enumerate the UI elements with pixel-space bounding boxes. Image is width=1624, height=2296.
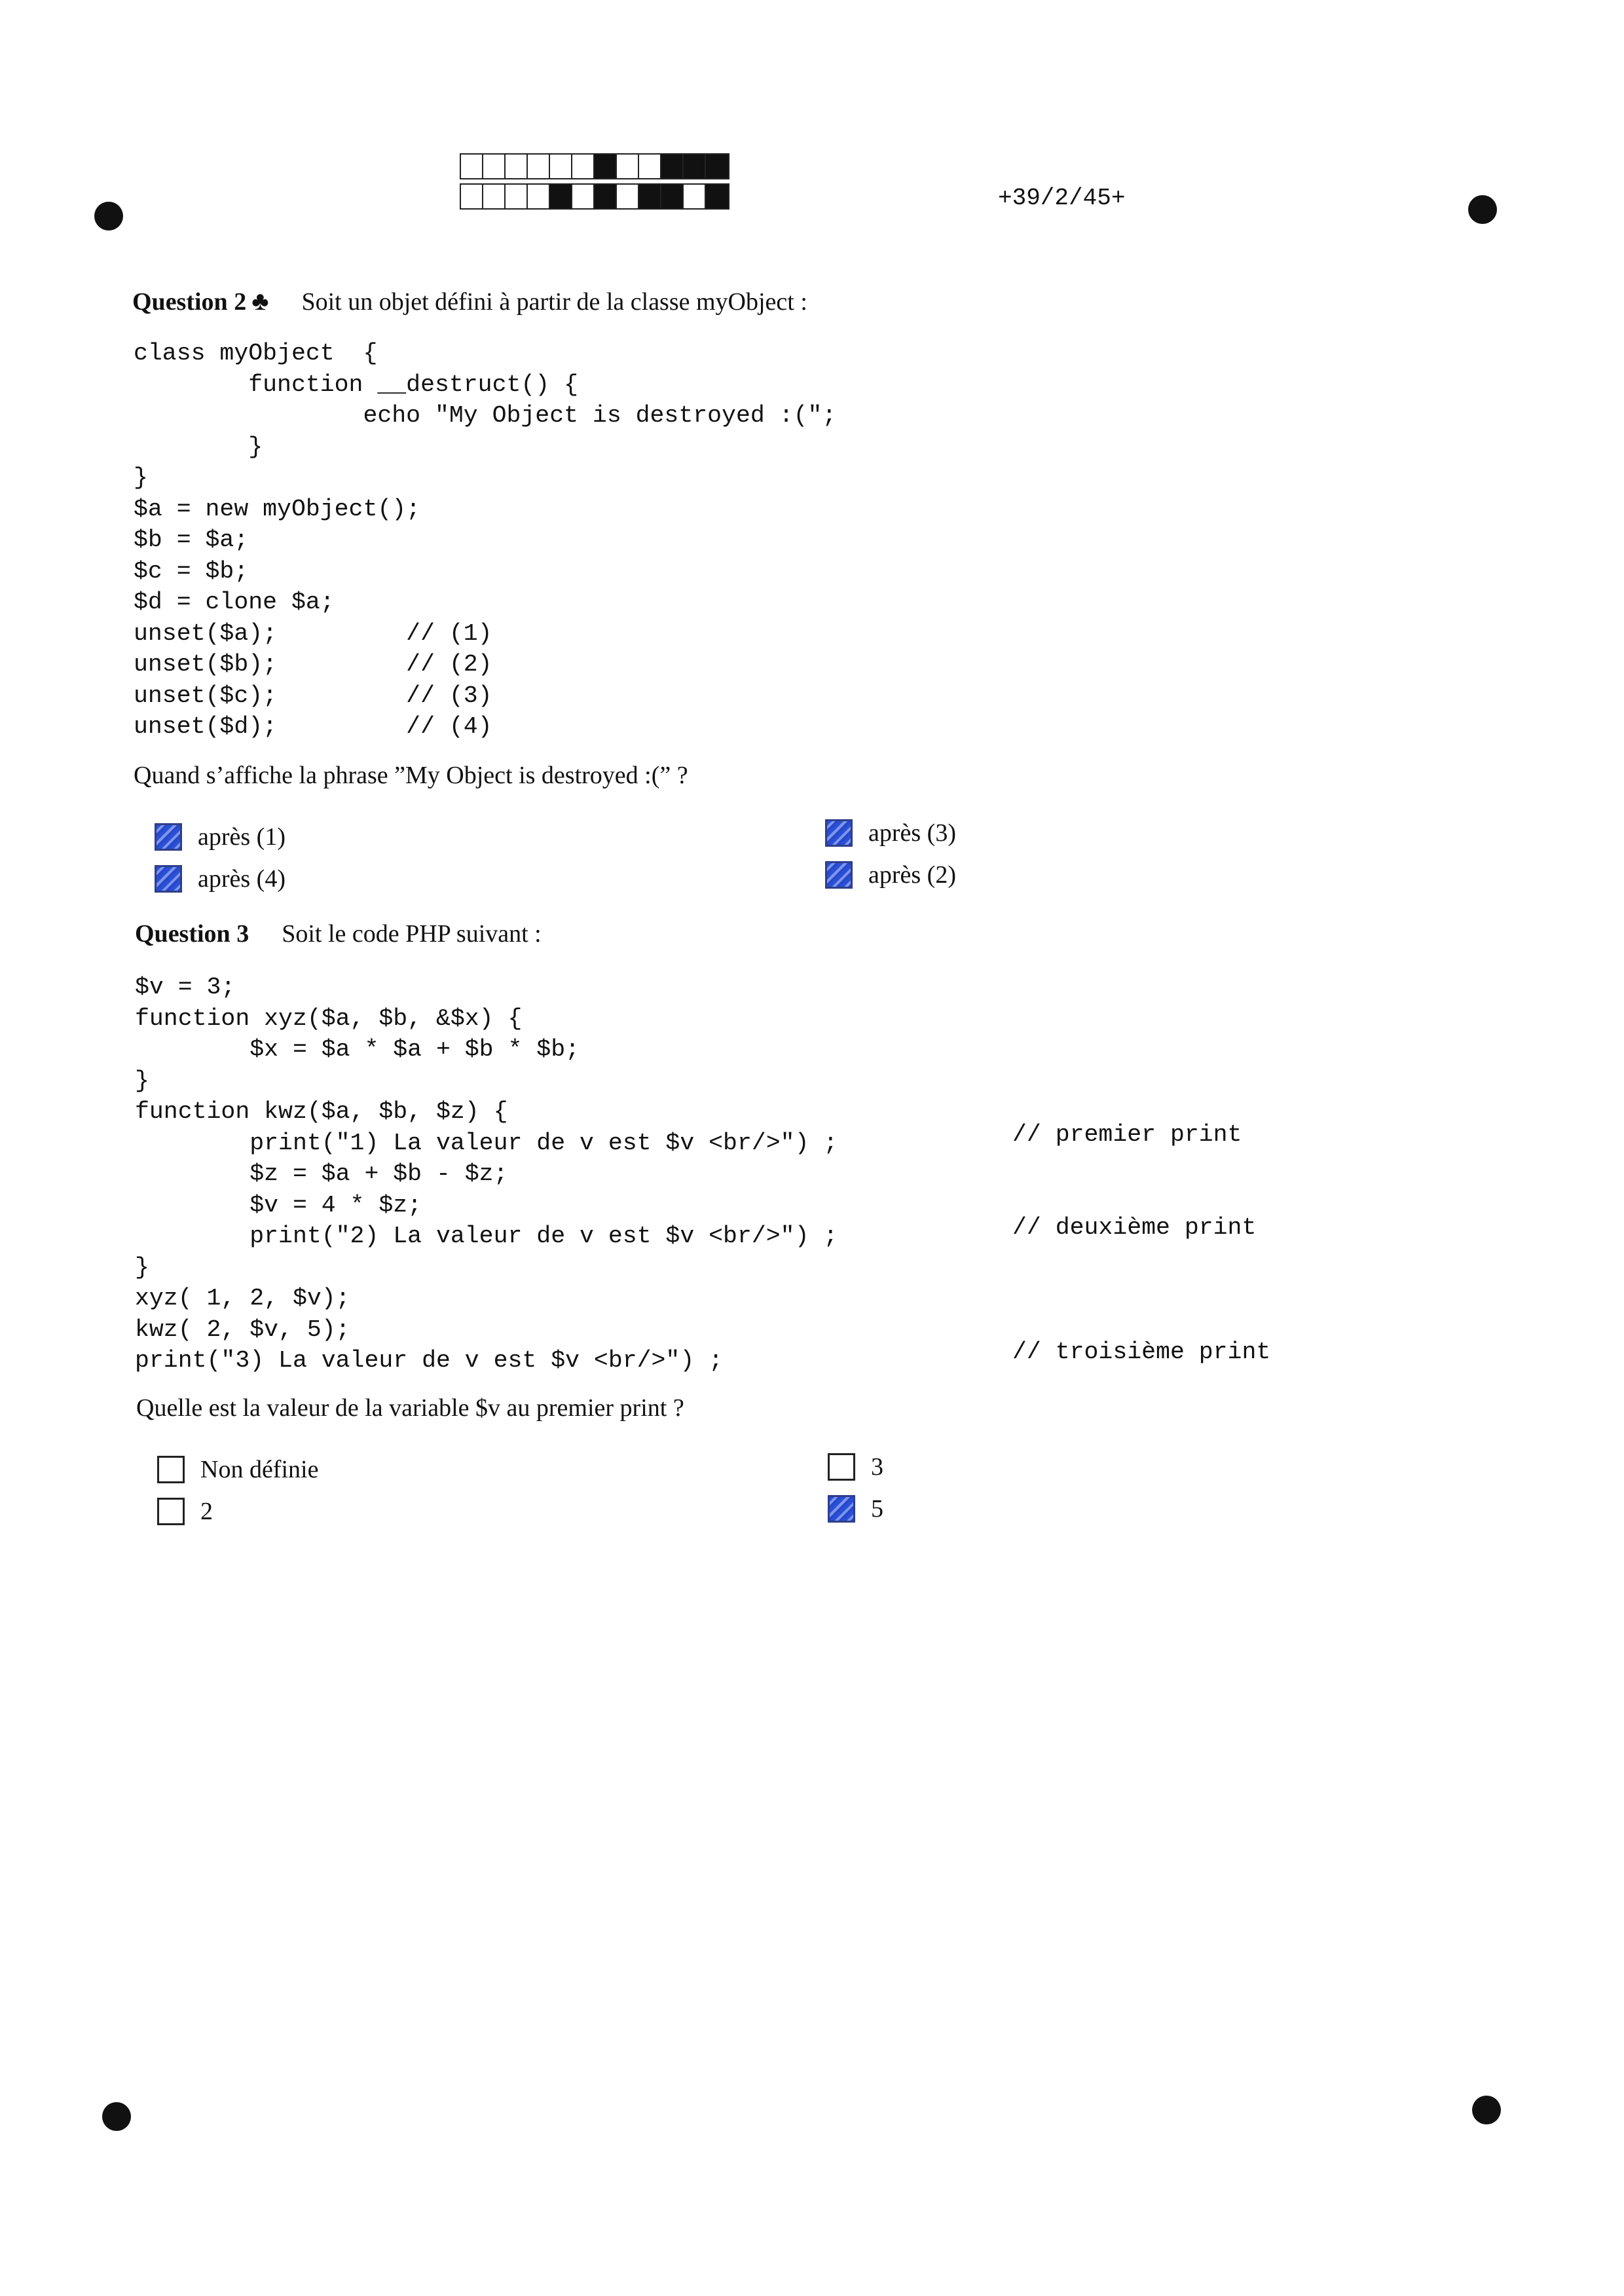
checkbox[interactable] bbox=[828, 1495, 855, 1523]
barcode-cell bbox=[595, 185, 617, 208]
question-text: Soit le code PHP suivant : bbox=[282, 920, 542, 948]
question-2-code-block bbox=[134, 338, 836, 743]
barcode-cell bbox=[483, 155, 506, 178]
option-label: après (2) bbox=[868, 861, 956, 889]
barcode-cell bbox=[706, 185, 728, 208]
question-2-prompt: Quand s’affiche la phrase ”My Object is destroyed :(” ? bbox=[134, 762, 688, 789]
option-label: Non définie bbox=[200, 1456, 319, 1483]
barcode-cell bbox=[661, 155, 684, 178]
checkbox[interactable] bbox=[155, 823, 182, 851]
barcode-cell bbox=[572, 185, 595, 208]
code-line: print("2) La valeur de v est $v <br/>") ; bbox=[135, 1223, 838, 1250]
question-3-prompt: Quelle est la valeur de la variable $v au premier print ? bbox=[136, 1394, 684, 1422]
barcode-cell bbox=[639, 155, 661, 178]
code-line: } bbox=[135, 1253, 149, 1281]
comment-premier-print: // premier print bbox=[1012, 1121, 1242, 1148]
code-line: $x = $a * $a + $b * $b; bbox=[135, 1036, 580, 1063]
barcode-cell bbox=[617, 185, 639, 208]
barcode-cell bbox=[595, 155, 617, 178]
option-label: 5 bbox=[871, 1495, 883, 1523]
barcode-cell bbox=[684, 185, 706, 208]
code-line: $a = new myObject(); bbox=[134, 495, 421, 523]
q3-option-2[interactable] bbox=[157, 1497, 213, 1526]
barcode-cell bbox=[461, 155, 483, 178]
option-label: après (4) bbox=[198, 865, 286, 893]
page-id: +39/2/45+ bbox=[998, 185, 1126, 212]
question-label: Question 3 bbox=[135, 920, 249, 948]
barcode-cell bbox=[528, 185, 550, 208]
question-text: Soit un objet défini à partir de la classe myObject : bbox=[301, 288, 807, 316]
barcode-cell bbox=[617, 155, 639, 178]
club-icon: ♣ bbox=[251, 286, 269, 316]
q2-option-3[interactable] bbox=[825, 819, 956, 847]
code-line: unset($a); // (1) bbox=[134, 620, 492, 647]
registration-mark-bottom-left bbox=[102, 2102, 131, 2131]
barcode-cell bbox=[706, 155, 728, 178]
question-2-header bbox=[132, 286, 807, 316]
code-line: $d = clone $a; bbox=[134, 589, 335, 616]
barcode-cell bbox=[572, 155, 595, 178]
q2-option-2[interactable] bbox=[825, 861, 956, 889]
option-label: après (1) bbox=[198, 823, 286, 851]
barcode-cell bbox=[461, 185, 483, 208]
barcode-cell bbox=[639, 185, 661, 208]
question-3-header bbox=[135, 919, 542, 948]
barcode-cell bbox=[483, 185, 506, 208]
code-line: } bbox=[134, 433, 263, 460]
code-line: xyz( 1, 2, $v); bbox=[135, 1285, 350, 1312]
comment-deuxieme-print: // deuxième print bbox=[1012, 1214, 1257, 1241]
checkbox[interactable] bbox=[825, 861, 853, 889]
barcode-row-top bbox=[460, 153, 729, 179]
question-3-code-block bbox=[135, 972, 838, 1377]
code-line: unset($b); // (2) bbox=[134, 651, 492, 678]
code-line: function kwz($a, $b, $z) { bbox=[135, 1098, 508, 1125]
code-line: unset($d); // (4) bbox=[134, 713, 492, 740]
code-line: print("1) La valeur de v est $v <br/>") ; bbox=[135, 1129, 838, 1157]
q2-option-4[interactable] bbox=[155, 864, 286, 893]
registration-mark-bottom-right bbox=[1472, 2096, 1501, 2124]
checkbox[interactable] bbox=[828, 1453, 855, 1481]
code-line: } bbox=[135, 1067, 149, 1094]
code-line: function __destruct() { bbox=[134, 371, 579, 398]
question-label: Question 2 bbox=[132, 288, 247, 316]
q3-option-non-definie[interactable] bbox=[157, 1455, 318, 1484]
code-line: $z = $a + $b - $z; bbox=[135, 1160, 508, 1187]
option-label: après (3) bbox=[868, 819, 956, 847]
barcode-cell bbox=[506, 155, 528, 178]
barcode-cell bbox=[550, 185, 572, 208]
q3-option-5[interactable] bbox=[828, 1494, 883, 1523]
code-line: } bbox=[134, 464, 148, 491]
barcode-cell bbox=[528, 155, 550, 178]
q3-option-3[interactable] bbox=[828, 1453, 883, 1481]
code-line: $v = 3; bbox=[135, 974, 236, 1001]
code-line: print("3) La valeur de v est $v <br/>") ; bbox=[135, 1347, 724, 1374]
code-line: $v = 4 * $z; bbox=[135, 1191, 422, 1219]
checkbox[interactable] bbox=[155, 865, 182, 893]
barcode-cell bbox=[550, 155, 572, 178]
code-line: kwz( 2, $v, 5); bbox=[135, 1316, 350, 1343]
registration-mark-top-right bbox=[1468, 195, 1497, 224]
option-label: 2 bbox=[200, 1498, 213, 1525]
barcode-row-bottom bbox=[460, 183, 729, 210]
code-line: $b = $a; bbox=[134, 527, 249, 553]
code-line: $c = $b; bbox=[134, 557, 249, 585]
code-line: echo "My Object is destroyed :("; bbox=[134, 402, 837, 429]
comment-troisieme-print: // troisième print bbox=[1012, 1339, 1271, 1365]
barcode-cell bbox=[684, 155, 706, 178]
code-line: class myObject { bbox=[134, 340, 378, 367]
option-label: 3 bbox=[871, 1453, 883, 1481]
code-line: function xyz($a, $b, &$x) { bbox=[135, 1005, 523, 1032]
checkbox[interactable] bbox=[157, 1498, 185, 1525]
barcode-cell bbox=[506, 185, 528, 208]
q2-option-1[interactable] bbox=[155, 823, 286, 851]
checkbox[interactable] bbox=[825, 819, 853, 847]
checkbox[interactable] bbox=[157, 1456, 185, 1483]
registration-mark-top-left bbox=[94, 202, 123, 231]
code-line: unset($c); // (3) bbox=[134, 682, 492, 709]
barcode-cell bbox=[661, 185, 684, 208]
